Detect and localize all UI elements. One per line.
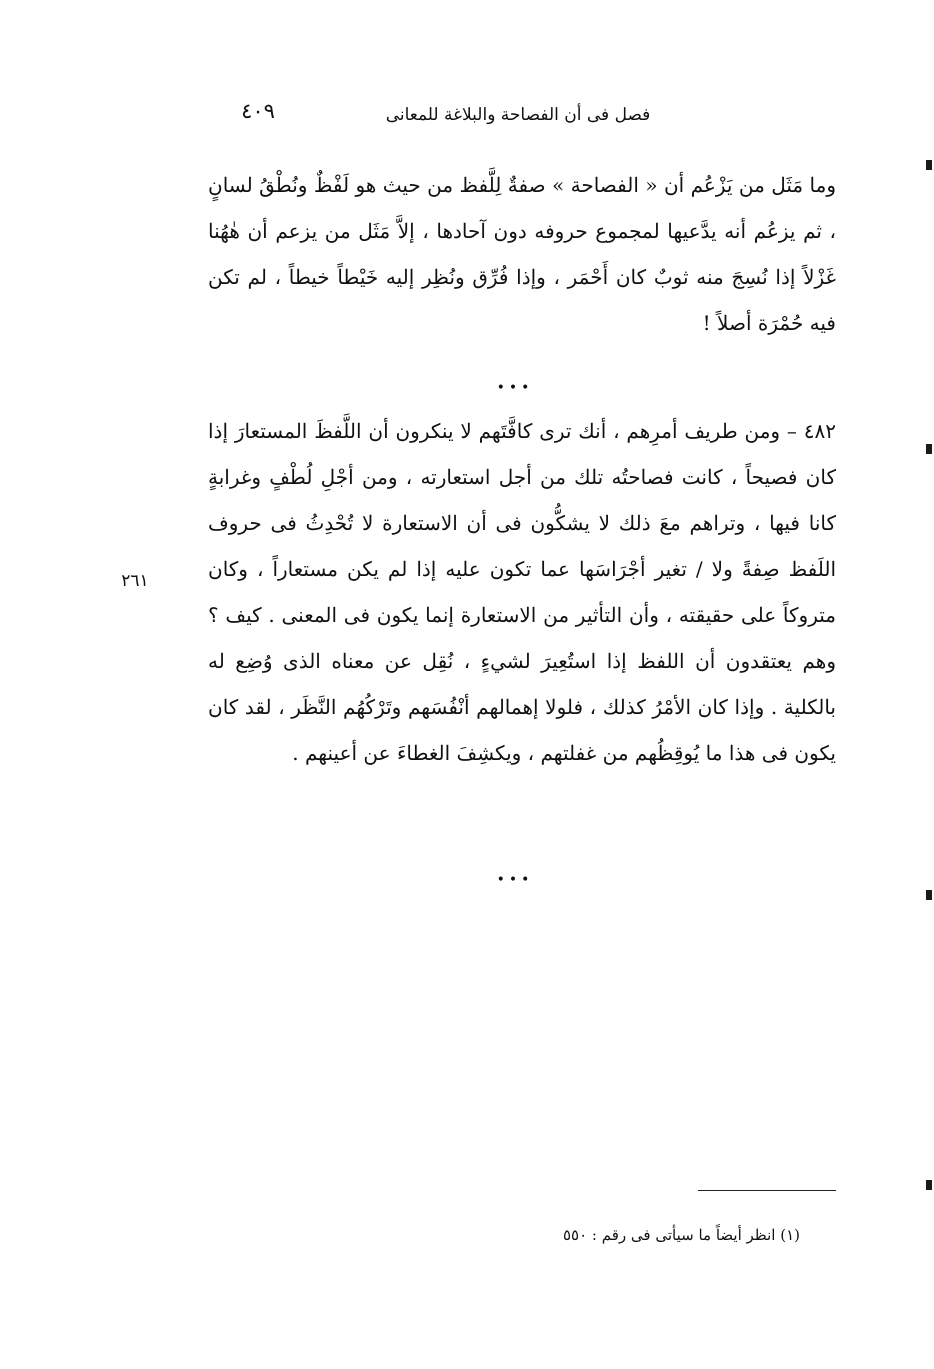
scan-edge-mark (926, 444, 932, 454)
page-number: ٤٠٩ (241, 99, 275, 123)
scan-edge-mark (926, 1180, 932, 1190)
running-title: فصل فى أن الفصاحة والبلاغة للمعانى (385, 105, 651, 125)
paragraph-482: ٤٨٢ – ومن طريف أمرِهم ، أنك ترى كافَّتَهم لا ينكرون أن اللَّفظَ المستعارَ إذا كان فصيحاً ، كانت فصاحتُه تلك من أجل استعارته ، ومن أجْلِ لُطْفٍ وغرابةٍ كانا فيها ، وتراهم معَ ذلك لا يشكُّون فى أن الاستعارة لا تُحْدِثُ فى حروف اللَفظ صِفةً ولا / تغير أجْرَاسَها عما تكون عليه إذا لم يكن مستعاراً ، وكان متروكاً على حقيقته ، وأن التأثير من الاستعارة إنما يكون فى المعنى . كيف ؟ وهم يعتقدون أن اللفظ إذا استُعِيرَ لشيءٍ ، نُقِل عن معناه الذى وُضِع له بالكلية . وإذا كان الأمْرُ كذلك ، فلولا إهمالهم أنْفُسَهم وتَرْكُهُم النَّظَر ، لقد كان يكون فى هذا ما يُوقِظُهم من غفلتهم ، ويكشِفَ الغطاءَ عن أعينهم . (208, 419, 836, 765)
footnote: (١) انظر أيضاً ما سيأتى فى رقم : ٥٥٠ (562, 1226, 800, 1244)
section-separator: ••• (496, 380, 534, 396)
margin-page-reference: ٢٦١ (121, 571, 149, 591)
section-separator: ••• (496, 872, 534, 888)
footnote-divider (698, 1190, 836, 1191)
paragraph-1: وما مَثَل من يَزْعُم أن « الفصاحة » صفةٌ لِلَّفظ من حيث هو لَفْظٌ ونُطْقُ لسانٍ ، ثم يزعُم أنه يدَّعيها لمجموع حروفه دون آحادها ، إلاَّ مَثَل من يزعم أن هٰهُنا غَزْلاً إذا نُسِجَ منه ثوبٌ كان أَحْمَر ، وإذا فُرِّق ونُظِر إليه خَيْطاً خيطاً ، لم تكن فيه حُمْرَة أصلاً ! (208, 173, 836, 335)
scan-edge-mark (926, 890, 932, 900)
scan-edge-mark (926, 160, 932, 170)
